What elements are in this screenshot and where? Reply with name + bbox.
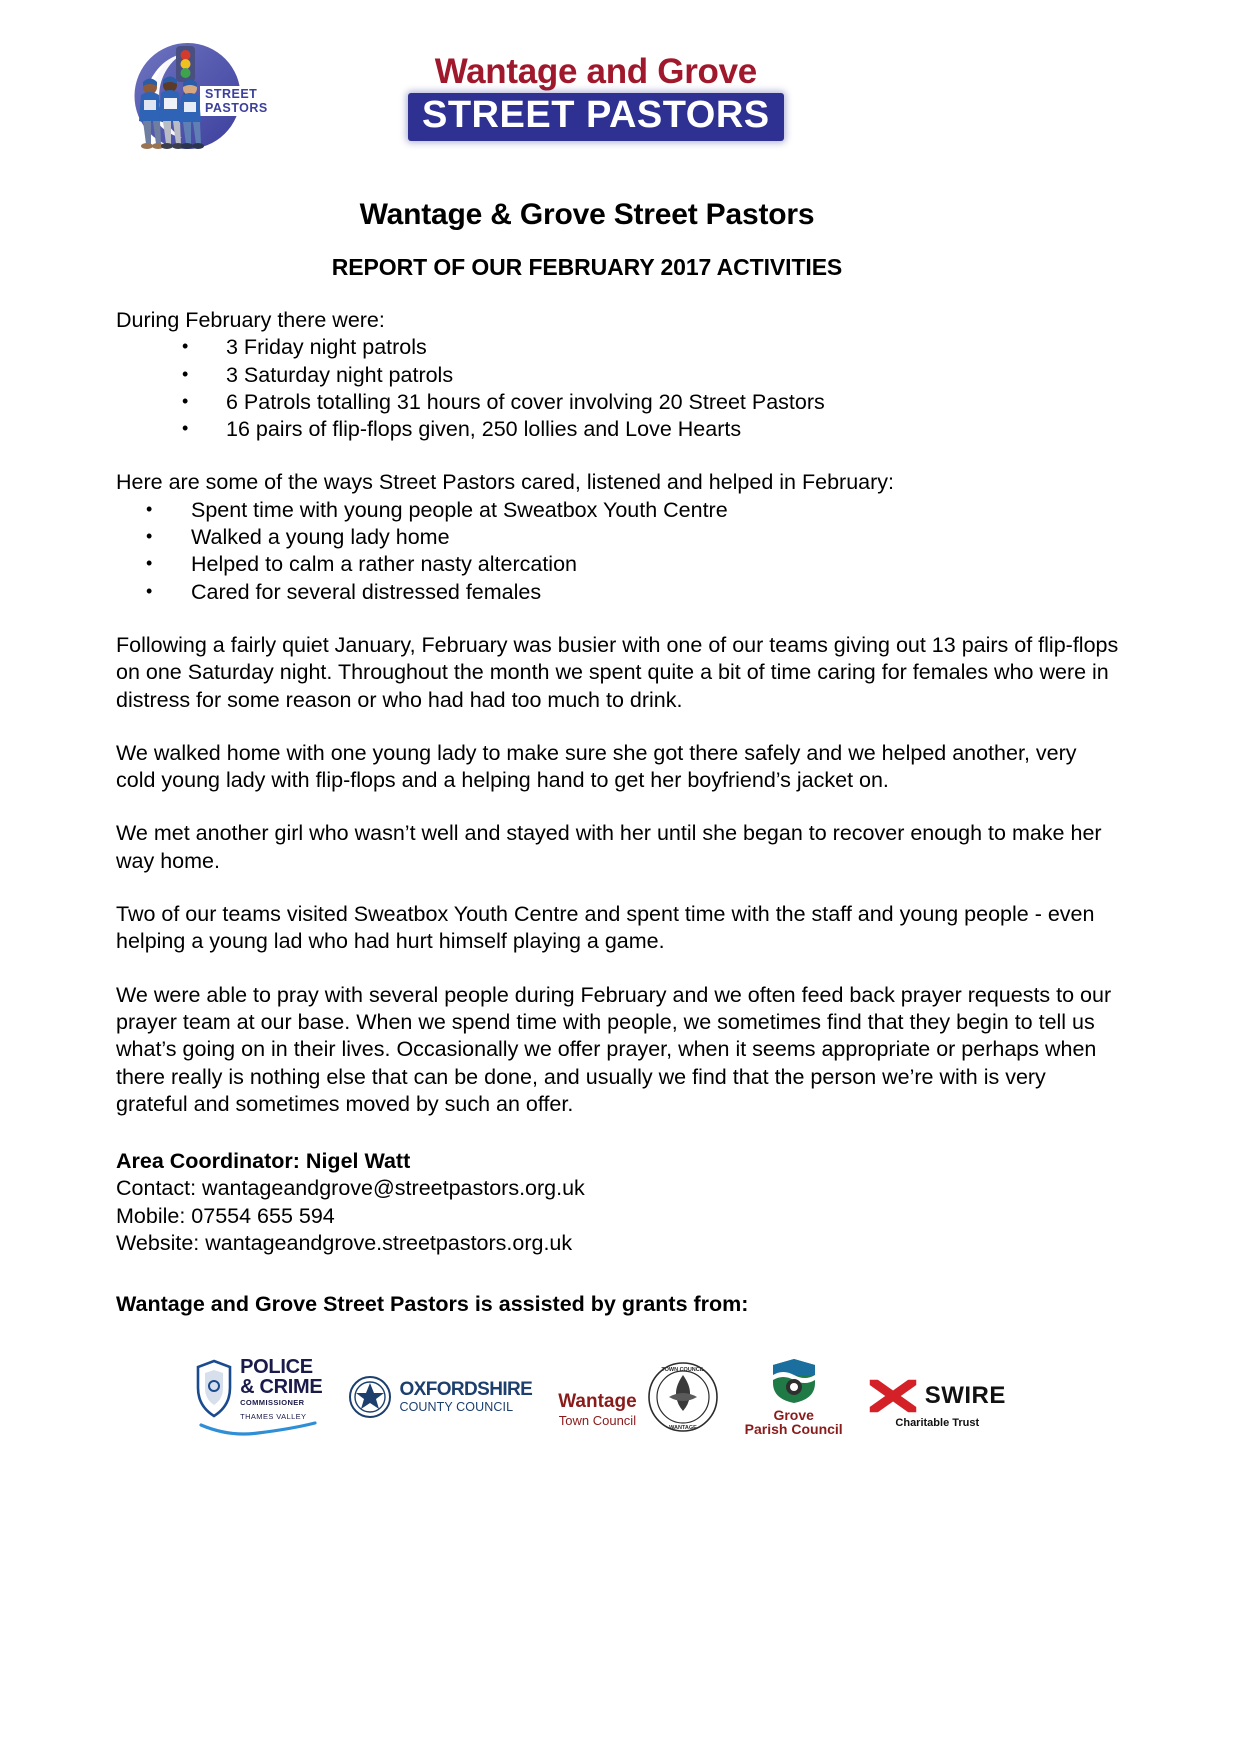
- list-item: [182, 416, 1120, 443]
- pcc-line-2: & CRIME: [240, 1375, 323, 1398]
- grove-parish-council-logo: [745, 1357, 843, 1437]
- pcc-line-4: THAMES VALLEY: [240, 1412, 307, 1422]
- narrative-paragraph: Two of our teams visited Sweatbox Youth Centre and spent time with the staff and young people - even helping a young lad who had hurt himself playing a game.: [116, 902, 1095, 954]
- wordmark-bottom-line: STREET PASTORS: [422, 93, 770, 136]
- occ-line-1: OXFORDSHIRE: [399, 1378, 533, 1400]
- contact-block: [116, 1148, 1120, 1257]
- list-item: [146, 497, 1120, 524]
- page-subtitle: REPORT OF OUR FEBRUARY 2017 ACTIVITIES: [331, 254, 843, 280]
- bullet-icon: •: [182, 390, 189, 411]
- contact-website: Website: wantageandgrove.streetpastors.org.uk: [116, 1231, 573, 1256]
- list-item-label: 16 pairs of flip-flops given, 250 lollies and Love Hearts: [226, 417, 742, 442]
- narrative-paragraph: We were able to pray with several people during February and we often feed back prayer requests to our prayer team at our base. When we spend time with people, we sometimes find that they begin to tell us what’s going on in their lives. Occasionally we offer prayer, when it seems appropriate or perhaps when there really is nothing else that can be done, and usually we find that the person we’re with is very grateful and sometimes moved by such an offer.: [116, 982, 1112, 1116]
- narrative-paragraph: We met another girl who wasn’t well and stayed with her until she began to recover enough to make her way home.: [116, 821, 1102, 873]
- bullet-icon: •: [182, 363, 189, 384]
- list-item: [182, 334, 1120, 361]
- wantage-town-council-seal-icon: [647, 1361, 719, 1433]
- police-shield-icon: [194, 1358, 234, 1420]
- gpc-line-1: Grove: [773, 1406, 814, 1423]
- list-item-label: 3 Friday night patrols: [226, 335, 427, 360]
- grants-heading: Wantage and Grove Street Pastors is assisted by grants from:: [116, 1292, 749, 1317]
- occ-line-2: COUNTY COUNCIL: [399, 1399, 514, 1414]
- svg-text:TOWN COUNCIL: TOWN COUNCIL: [661, 1366, 705, 1373]
- wantage-town-council-logo: [558, 1392, 636, 1429]
- page-title: Wantage & Grove Street Pastors: [359, 198, 815, 231]
- gpc-line-2: Parish Council: [744, 1421, 843, 1438]
- svg-text:STREET: STREET: [205, 87, 258, 101]
- wordmark-bar: [408, 93, 784, 141]
- bullet-icon: •: [146, 553, 153, 574]
- contact-mobile: Mobile: 07554 655 594: [116, 1203, 335, 1228]
- oxfordshire-crest-icon: [348, 1375, 392, 1419]
- pcc-line-3: COMMISSIONER: [240, 1397, 305, 1407]
- bullet-icon: •: [146, 498, 153, 519]
- bullet-icon: •: [182, 418, 189, 439]
- police-crime-commissioner-logo: [194, 1357, 322, 1437]
- narrative-paragraph: Following a fairly quiet January, February was busier with one of our teams giving out 13 pairs of flip-flops on one Saturday night. Throughout the month we spent quite a bit of time caring for females who were in distress for some reason or who had had too much to drink.: [116, 632, 1119, 712]
- bullet-icon: •: [146, 526, 153, 547]
- ways-lead: Here are some of the ways Street Pastors cared, listened and helped in February:: [116, 470, 894, 495]
- list-item: [146, 579, 1120, 606]
- pcc-swoosh-icon: [199, 1421, 317, 1437]
- funder-logos-row: [0, 1357, 1240, 1437]
- svg-text:PASTORS: PASTORS: [205, 101, 268, 115]
- narrative-paragraph: We walked home with one young lady to make sure she got there safely and we helped another, very cold young lady with flip-flops and a helping hand to get her boyfriend’s jacket on.: [116, 740, 1077, 793]
- list-item: [146, 551, 1120, 578]
- ways-list: [116, 497, 1120, 606]
- list-item-label: Walked a young lady home: [191, 525, 450, 550]
- brand-wordmark: [408, 54, 784, 141]
- wtc-line-2: Town Council: [558, 1412, 637, 1428]
- list-item-label: Spent time with young people at Sweatbox Youth Centre: [191, 497, 728, 522]
- list-item: [182, 362, 1120, 389]
- document-header: [0, 0, 1240, 150]
- list-item-label: 6 Patrols totalling 31 hours of cover involving 20 Street Pastors: [226, 389, 825, 414]
- bullet-icon: •: [146, 580, 153, 601]
- pcc-line-1: POLICE: [240, 1355, 313, 1378]
- list-item-label: Cared for several distressed females: [191, 579, 542, 604]
- swire-charitable-trust-logo: [869, 1379, 1006, 1429]
- grove-crest-icon: [769, 1357, 819, 1405]
- list-item: [146, 524, 1120, 551]
- list-item: [182, 389, 1120, 416]
- bullet-icon: •: [182, 336, 189, 357]
- wordmark-top-line: Wantage and Grove: [434, 52, 757, 91]
- area-coordinator: Area Coordinator: Nigel Watt: [116, 1149, 411, 1174]
- stats-lead: During February there were:: [116, 308, 385, 332]
- svg-text:WANTAGE: WANTAGE: [668, 1424, 697, 1431]
- stats-list: [116, 334, 1120, 443]
- street-pastors-logo-icon: [108, 40, 268, 152]
- wtc-line-1: Wantage: [558, 1390, 637, 1412]
- oxfordshire-county-council-logo: [348, 1375, 532, 1419]
- list-item-label: 3 Saturday night patrols: [226, 362, 454, 387]
- swire-flag-icon: [869, 1379, 917, 1413]
- contact-email: Contact: wantageandgrove@streetpastors.org.uk: [116, 1176, 585, 1201]
- swire-line-2: Charitable Trust: [895, 1416, 980, 1429]
- list-item-label: Helped to calm a rather nasty altercation: [191, 552, 578, 577]
- document-body: [0, 307, 1240, 1319]
- swire-line-1: SWIRE: [924, 1381, 1006, 1409]
